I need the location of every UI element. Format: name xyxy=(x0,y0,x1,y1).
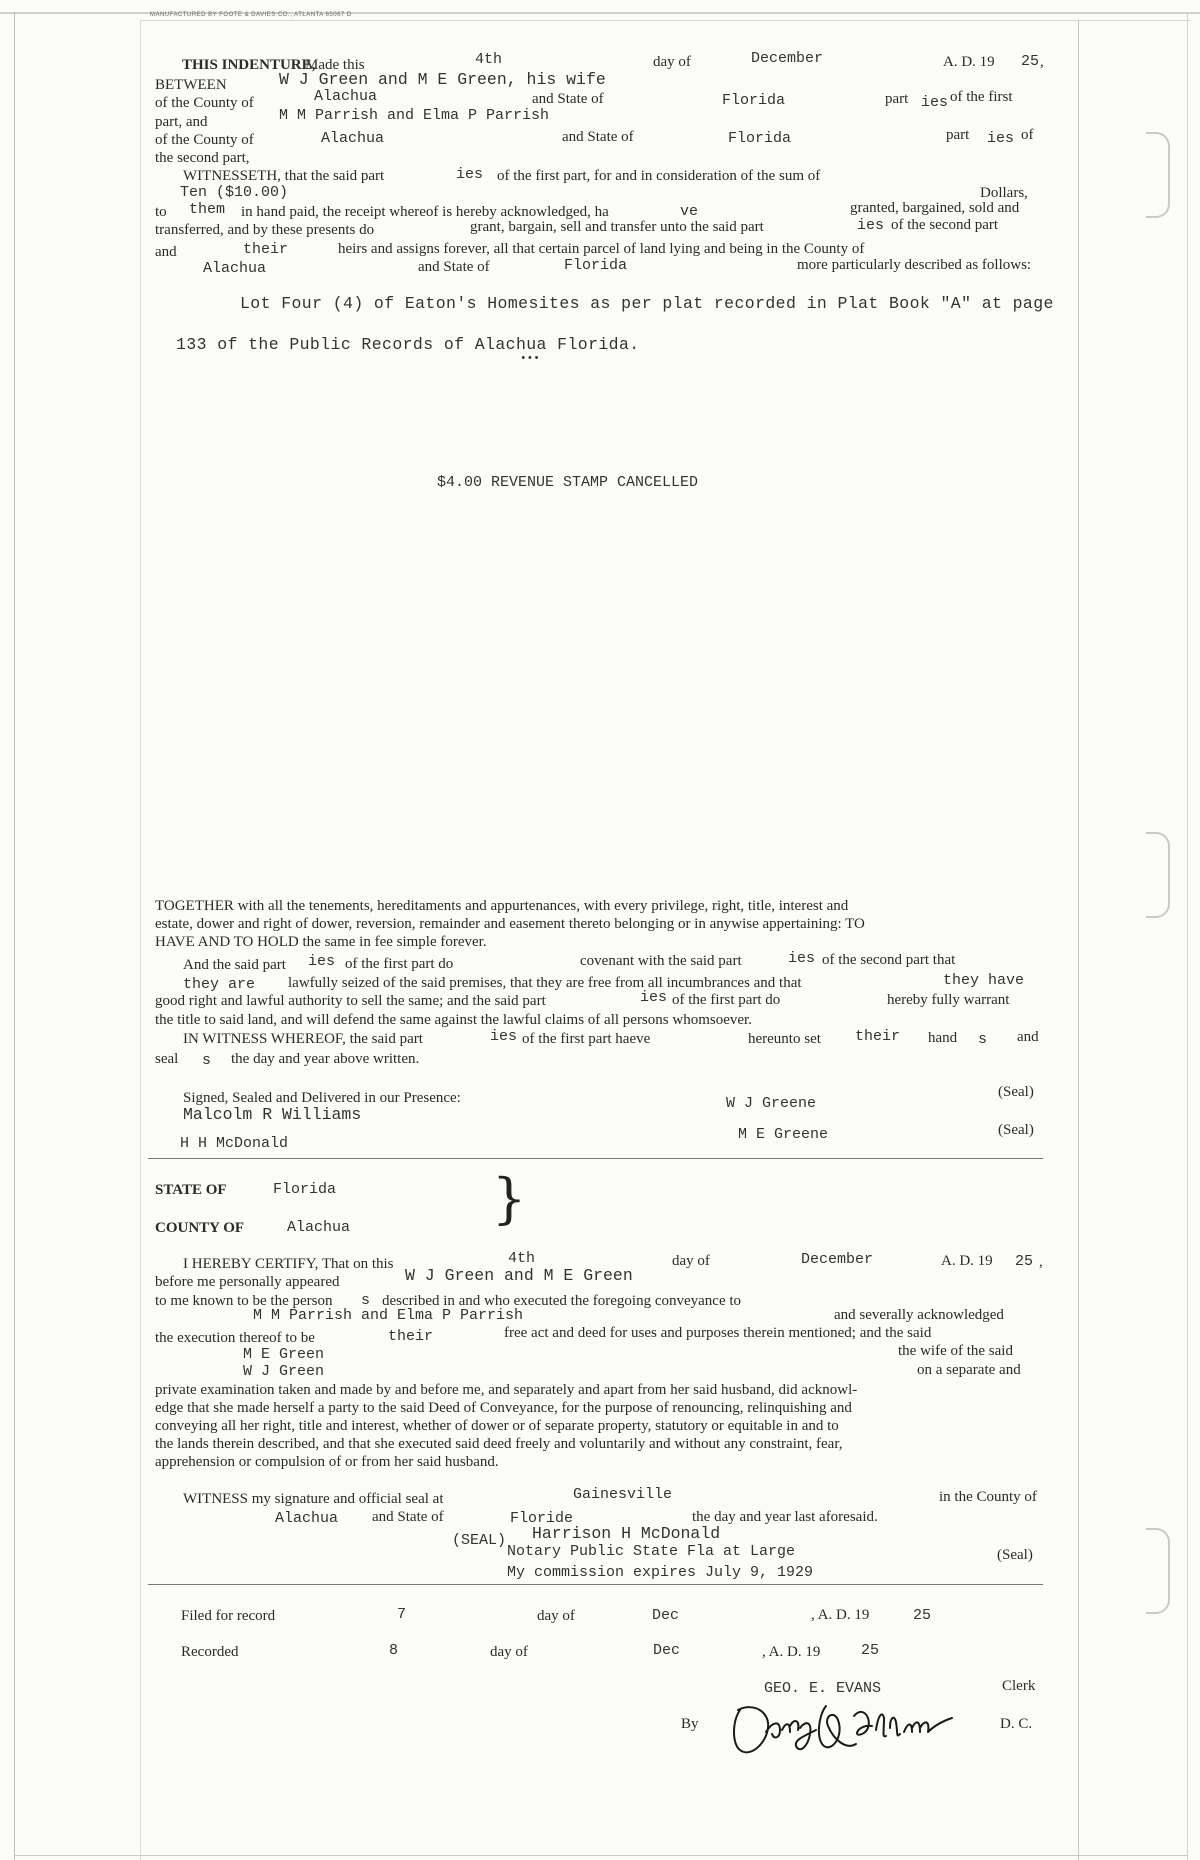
and-said-suffix: ies xyxy=(308,953,336,970)
and-label: and xyxy=(1017,1029,1039,1045)
section-divider xyxy=(148,1584,1043,1585)
indenture-month: December xyxy=(751,50,824,67)
ack-city: Gainesville xyxy=(573,1486,673,1503)
clerk-name: GEO. E. EVANS xyxy=(764,1680,882,1697)
witness-whereof-rest: of the first part haeve xyxy=(522,1031,651,1047)
together-line3: HAVE AND TO HOLD the same in fee simple forever. xyxy=(155,934,487,950)
recorded-day: 8 xyxy=(389,1642,399,1659)
form-maker-imprint: MANUFACTURED BY FOOTE & DAVIES CO., ATLANTA 65067 D xyxy=(150,12,352,18)
grantee-county: Alachua xyxy=(321,130,385,147)
appeared-names: W J Green and M E Green xyxy=(405,1266,633,1285)
known-rest: described in and who executed the foregoing conveyance to xyxy=(382,1293,742,1309)
grant-suffix: ies xyxy=(857,217,885,234)
binder-ring-icon xyxy=(1146,1528,1170,1614)
ack-grantees: M M Parrish and Elma P Parrish xyxy=(253,1307,524,1324)
by-label: By xyxy=(681,1716,699,1732)
day-year-above: the day and year above written. xyxy=(231,1051,420,1067)
to-label: to xyxy=(155,204,167,220)
county-label: of the County of xyxy=(155,95,254,111)
wife-of-text: the wife of the said xyxy=(898,1343,1013,1359)
party-label: part xyxy=(885,91,909,107)
heirs-whose: their xyxy=(243,241,289,258)
wife-name: M E Green xyxy=(243,1346,325,1363)
day-of-label: day of xyxy=(672,1253,710,1269)
signer-2-name: M E Greene xyxy=(738,1126,829,1143)
brace-glyph: } xyxy=(492,1167,527,1230)
covenant-rest: of the second part that xyxy=(822,952,956,968)
signer-1-name: W J Greene xyxy=(726,1095,817,1112)
state-label: and State of xyxy=(532,91,604,107)
filed-day: 7 xyxy=(397,1606,407,1623)
indenture-year: 25 xyxy=(1021,53,1040,70)
witness-1-name: Malcolm R Williams xyxy=(183,1105,362,1124)
witnesseth-suffix: ies xyxy=(456,166,484,183)
signed-in-presence: Signed, Sealed and Delivered in our Presence: xyxy=(183,1090,461,1106)
notary-name: Harrison H McDonald xyxy=(532,1524,721,1543)
grant-rest: of the second part xyxy=(891,217,999,233)
hereunto-set: hereunto set xyxy=(748,1031,821,1047)
page-edge-bottom xyxy=(14,1855,1188,1856)
party-label: part xyxy=(946,127,970,143)
seal-1: (Seal) xyxy=(998,1084,1034,1100)
recorded-ad: , A. D. 19 xyxy=(762,1644,821,1660)
binder-ring-icon xyxy=(1146,832,1170,918)
heirs-text: heirs and assigns forever, all that certain parcel of land lying and being in the County of xyxy=(338,241,865,257)
title-defense-line: the title to said land, and will defend the same against the lawful claims of all persons whomsoever. xyxy=(155,1012,752,1028)
to-whom: them xyxy=(189,201,226,218)
have-suffix: ve xyxy=(680,203,699,220)
grantees-names: M M Parrish and Elma P Parrish xyxy=(279,107,550,124)
deputy-clerk-signature xyxy=(726,1688,976,1762)
execution-text: the execution thereof to be xyxy=(155,1330,315,1346)
conveying-line: conveying all her right, title and interest, whether of dower or of separate property, statutory or equitable in and to xyxy=(155,1418,839,1434)
filed-ad: , A. D. 19 xyxy=(811,1607,870,1623)
filed-day-of: day of xyxy=(537,1608,575,1624)
recorded-day-of: day of xyxy=(490,1644,528,1660)
receipt-text: in hand paid, the receipt whereof is hereby acknowledged, ha xyxy=(241,204,609,220)
ack-ad: A. D. 19 xyxy=(941,1253,993,1269)
revenue-stamp-note: $4.00 REVENUE STAMP CANCELLED xyxy=(437,474,699,491)
covenant-suffix: ies xyxy=(788,950,816,967)
witness-2-name: H H McDonald xyxy=(180,1135,289,1152)
granted-text: granted, bargained, sold and xyxy=(850,200,1020,216)
they-are: they are xyxy=(183,976,256,993)
county-of-label: COUNTY OF xyxy=(155,1220,245,1236)
hand-label: hand xyxy=(928,1030,958,1046)
seal-suffix: s xyxy=(202,1052,212,1069)
filed-label: Filed for record xyxy=(181,1608,276,1624)
ack-year: 25 xyxy=(1015,1253,1034,1270)
ack-day: 4th xyxy=(508,1250,536,1267)
ad-prefix: A. D. 19 xyxy=(943,54,995,70)
good-right-suffix: ies xyxy=(640,989,668,1006)
grantor-county: Alachua xyxy=(314,88,378,105)
private-exam-line: private examination taken and made by and before me, and separately and apart from her said husband, did acknowl- xyxy=(155,1382,858,1398)
seal-label: seal xyxy=(155,1051,179,1067)
last-aforesaid-text: the day and year last aforesaid. xyxy=(692,1509,878,1525)
party-of-first: of the first xyxy=(950,89,1013,105)
together-line2: estate, dower and right of dower, reversion, remainder and easement thereto belonging or in anywise appertaining: TO xyxy=(155,916,865,932)
page-edge-left xyxy=(14,12,15,1860)
filed-year: 25 xyxy=(913,1607,932,1624)
lands-line: the lands therein described, and that she executed said deed freely and voluntarily and without any constraint, fear, xyxy=(155,1436,843,1452)
consideration-sum: Ten ($10.00) xyxy=(180,184,289,201)
notary-commission: My commission expires July 9, 1929 xyxy=(507,1564,814,1581)
certify-text: I HEREBY CERTIFY, That on this xyxy=(183,1256,394,1272)
filed-month: Dec xyxy=(652,1607,680,1624)
land-county: Alachua xyxy=(203,260,267,277)
and-label: and xyxy=(155,244,177,260)
described-label: more particularly described as follows: xyxy=(797,257,1032,273)
edge-line: edge that she made herself a party to the said Deed of Conveyance, for the purpose of renouncing, relinquishing and xyxy=(155,1400,852,1416)
dollars-label: Dollars, xyxy=(980,185,1028,201)
section-divider xyxy=(148,1158,1043,1159)
ack-state: Florida xyxy=(273,1181,337,1198)
seal-2: (Seal) xyxy=(998,1122,1034,1138)
apprehension-line: apprehension or compulsion of or from her said husband. xyxy=(155,1454,499,1470)
warrant-text: hereby fully warrant xyxy=(887,992,1010,1008)
ack-month: December xyxy=(801,1251,874,1268)
transferred-text: transferred, and by these presents do xyxy=(155,222,375,238)
indenture-title: THIS INDENTURE, xyxy=(182,57,316,73)
party-suffix: ies xyxy=(921,94,949,111)
between-label: BETWEEN xyxy=(155,77,227,93)
ack-county-2: Alachua xyxy=(275,1510,339,1527)
part-and-label: part, and xyxy=(155,114,208,130)
recorded-month: Dec xyxy=(653,1642,681,1659)
form-margin-left xyxy=(140,20,141,1860)
appeared-text: before me personally appeared xyxy=(155,1274,340,1290)
made-this-label: Made this xyxy=(305,57,365,73)
state-label: and State of xyxy=(418,259,490,275)
and-said-part: And the said part xyxy=(183,957,286,973)
hand-suffix: s xyxy=(978,1031,988,1048)
form-rule-top xyxy=(140,20,1190,21)
dc-label: D. C. xyxy=(1000,1716,1033,1732)
legal-description-line1: Lot Four (4) of Eaton's Homesites as per plat recorded in Plat Book "A" at page xyxy=(240,294,1054,313)
page-edge-right xyxy=(1187,12,1188,1860)
clerk-label: Clerk xyxy=(1002,1678,1036,1694)
notary-title: Notary Public State Fla at Large xyxy=(507,1543,796,1560)
covenant-text: covenant with the said part xyxy=(580,953,742,969)
recorded-label: Recorded xyxy=(181,1644,239,1660)
good-right-rest: of the first part do xyxy=(672,992,781,1008)
form-margin-right xyxy=(1078,20,1079,1860)
witness-whereof: IN WITNESS WHEREOF, the said part xyxy=(183,1031,423,1047)
grantors-names: W J Green and M E Green, his wife xyxy=(279,70,606,89)
comma: , xyxy=(1039,1254,1043,1270)
witnesseth-clause: WITNESSETH, that the said part xyxy=(183,168,385,184)
husband-name: W J Green xyxy=(243,1363,325,1380)
second-part-label: the second part, xyxy=(155,150,250,166)
state-of-label: STATE OF xyxy=(155,1182,227,1198)
in-county-text: in the County of xyxy=(939,1489,1037,1505)
party-of: of xyxy=(1021,127,1034,143)
their-word: their xyxy=(855,1028,901,1045)
ack-county: Alachua xyxy=(287,1219,351,1236)
they-have: they have xyxy=(943,972,1025,989)
state-of-text: and State of xyxy=(372,1509,444,1525)
ack-state-2: Floride xyxy=(510,1510,574,1527)
ellipsis-dots: ••• xyxy=(520,353,540,365)
witnesseth-rest: of the first part, for and in consideration of the sum of xyxy=(497,168,821,184)
comma: , xyxy=(1040,54,1044,70)
known-suffix: s xyxy=(361,1292,371,1309)
together-line1: TOGETHER with all the tenements, hereditaments and appurtenances, with every privilege, right, title, interest and xyxy=(155,898,849,914)
seal-tag: (SEAL) xyxy=(452,1532,507,1549)
severally-text: and severally acknowledged xyxy=(834,1307,1004,1323)
free-act-text: free act and deed for uses and purposes therein mentioned; and the said xyxy=(504,1325,932,1341)
first-part-do: of the first part do xyxy=(345,956,454,972)
county-label: of the County of xyxy=(155,132,254,148)
legal-description-line2: 133 of the Public Records of Alachua Florida. xyxy=(176,335,640,354)
witness-signature-text: WITNESS my signature and official seal at xyxy=(183,1491,444,1507)
separate-text: on a separate and xyxy=(917,1362,1021,1378)
grant-text: grant, bargain, sell and transfer unto the said part xyxy=(470,219,764,235)
grantor-state: Florida xyxy=(722,92,786,109)
grantee-state: Florida xyxy=(728,130,792,147)
good-right-text: good right and lawful authority to sell the same; and the said part xyxy=(155,993,546,1009)
state-label: and State of xyxy=(562,129,634,145)
party-suffix: ies xyxy=(987,130,1015,147)
land-state: Florida xyxy=(564,257,628,274)
recorded-year: 25 xyxy=(861,1642,880,1659)
indenture-day: 4th xyxy=(475,51,503,68)
day-of-label: day of xyxy=(653,54,691,70)
ack-their: their xyxy=(388,1328,434,1345)
witness-whereof-suffix: ies xyxy=(490,1028,518,1045)
seized-text: lawfully seized of the said premises, that they are free from all incumbrances and that xyxy=(288,975,802,991)
notary-seal: (Seal) xyxy=(997,1547,1033,1563)
binder-ring-icon xyxy=(1146,132,1170,218)
known-text: to me known to be the person xyxy=(155,1293,333,1309)
